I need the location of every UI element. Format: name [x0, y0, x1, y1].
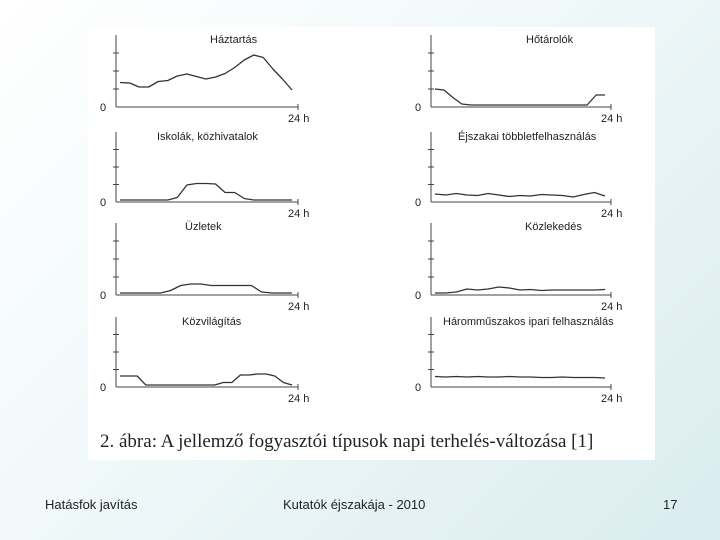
load-curve: [435, 89, 605, 105]
figure-caption: 2. ábra: A jellemző fogyasztói típusok napi terhelés-változása [1]: [100, 431, 594, 452]
panel-hotarolok: [415, 34, 622, 125]
load-curve: [120, 184, 292, 201]
zero-label: 0: [415, 290, 422, 302]
load-curve: [120, 284, 292, 293]
footer-center-text: Kutatók éjszakája - 2010: [283, 497, 426, 512]
load-curve: [435, 287, 605, 293]
load-profile-charts: [88, 27, 655, 427]
zero-label: 0: [415, 382, 422, 394]
axis-end-label: 24 h: [601, 113, 623, 125]
axis-end-label: 24 h: [288, 301, 310, 313]
panel-title: Iskolák, közhivatalok: [157, 131, 258, 143]
load-curve: [435, 193, 605, 198]
panel-title: Hőtárolók: [526, 34, 574, 46]
panel-title: Háromműszakos ipari felhasználás: [443, 316, 614, 328]
page-number: 17: [663, 497, 678, 512]
axis-end-label: 24 h: [601, 301, 623, 313]
panel-kozlekedes: [415, 221, 622, 313]
figure: [88, 27, 655, 460]
panel-ejszakai: [415, 130, 622, 220]
axis-end-label: 24 h: [288, 393, 310, 405]
panel-haztartas: [100, 34, 309, 125]
panel-iskolak: [100, 131, 309, 220]
zero-label: 0: [415, 197, 422, 209]
panel-title: Üzletek: [185, 221, 222, 233]
axis-end-label: 24 h: [288, 208, 310, 220]
load-curve: [120, 374, 292, 385]
load-curve: [120, 55, 292, 90]
axis-end-label: 24 h: [601, 208, 623, 220]
load-curve: [435, 377, 605, 379]
zero-label: 0: [100, 382, 107, 394]
panel-harommuszakos: [415, 316, 622, 405]
zero-label: 0: [415, 102, 422, 114]
panel-title: Közvilágítás: [182, 316, 242, 328]
panel-title: Háztartás: [210, 34, 258, 46]
zero-label: 0: [100, 197, 107, 209]
panel-title: Éjszakai többletfelhasználás: [458, 131, 597, 143]
panel-uzletek: [100, 221, 309, 313]
panel-title: Közlekedés: [525, 221, 582, 233]
footer-left-text: Hatásfok javítás: [45, 497, 138, 512]
zero-label: 0: [100, 102, 107, 114]
panel-kozvilagitas: [100, 316, 309, 405]
axis-end-label: 24 h: [601, 393, 623, 405]
zero-label: 0: [100, 290, 107, 302]
axis-end-label: 24 h: [288, 113, 310, 125]
